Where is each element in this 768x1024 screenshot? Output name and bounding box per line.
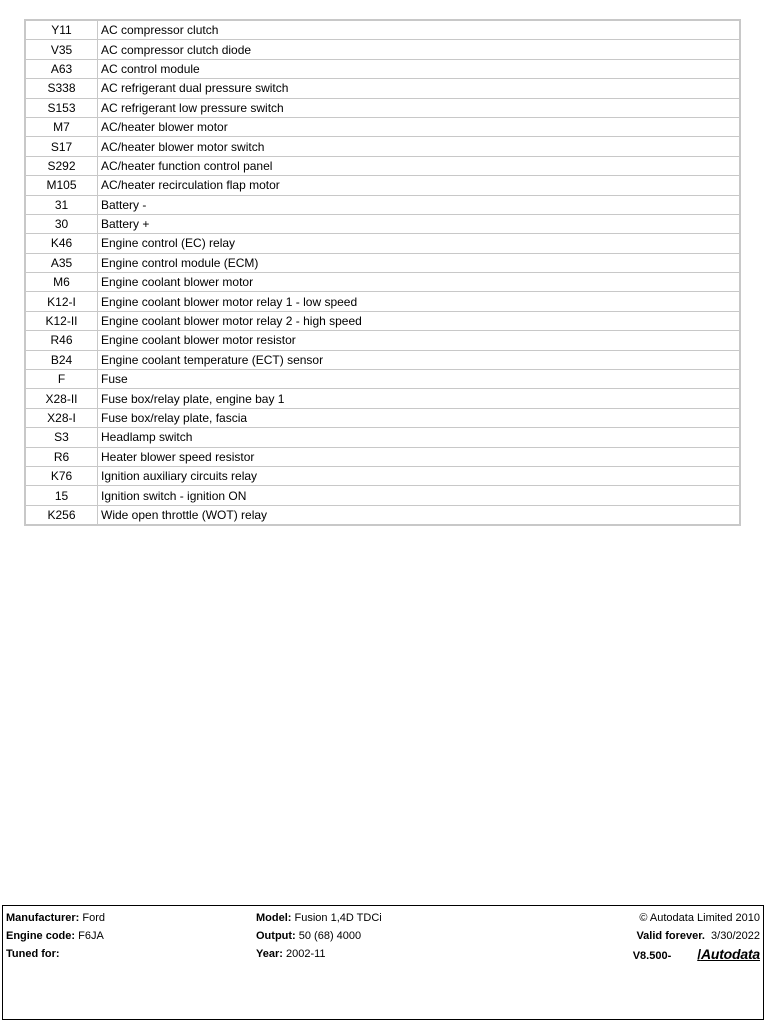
model-line [256, 909, 382, 927]
legend-row [25, 156, 740, 175]
logo-text: Autodata [700, 946, 760, 962]
component-code: A63 [25, 59, 98, 78]
component-description: Engine coolant blower motor resistor [98, 331, 741, 350]
component-code: V35 [25, 40, 98, 59]
legend-row [25, 331, 740, 350]
manufacturer-label: Manufacturer: [6, 912, 80, 924]
component-description: AC compressor clutch [98, 20, 741, 40]
legend-row [25, 273, 740, 292]
model-label: Model: [256, 912, 292, 924]
legend-row [25, 311, 740, 330]
component-description: AC/heater blower motor switch [98, 137, 741, 156]
component-code: M7 [25, 117, 98, 136]
component-description: AC compressor clutch diode [98, 40, 741, 59]
year-label: Year: [256, 948, 283, 960]
legend-row [25, 98, 740, 117]
legend-row [25, 370, 740, 389]
component-description: AC/heater blower motor [98, 117, 741, 136]
component-description: AC refrigerant low pressure switch [98, 98, 741, 117]
manufacturer-line [6, 909, 105, 927]
component-description: Ignition switch - ignition ON [98, 486, 741, 505]
component-code: K76 [25, 466, 98, 485]
component-legend-table [24, 19, 741, 526]
legend-row [25, 505, 740, 525]
component-code: S292 [25, 156, 98, 175]
component-code: S153 [25, 98, 98, 117]
legend-body [25, 20, 740, 525]
legend-row [25, 389, 740, 408]
legend-row [25, 195, 740, 214]
year-line [256, 945, 382, 963]
version-line [633, 945, 760, 965]
legend-row [25, 234, 740, 253]
component-description: Engine coolant temperature (ECT) sensor [98, 350, 741, 369]
component-code: A35 [25, 253, 98, 272]
component-code: M105 [25, 176, 98, 195]
engine-code-line [6, 927, 105, 945]
component-code: R6 [25, 447, 98, 466]
legend-row [25, 79, 740, 98]
component-description: Wide open throttle (WOT) relay [98, 505, 741, 525]
year-value: 2002-11 [282, 948, 326, 960]
legend-row [25, 59, 740, 78]
legend-row [25, 253, 740, 272]
copyright-text: © Autodata Limited 2010 [639, 912, 760, 924]
output-value: 50 (68) 4000 [295, 930, 362, 942]
manufacturer-value: Ford [79, 912, 106, 924]
model-value: Fusion 1,4D TDCi [291, 912, 382, 924]
component-description: Ignition auxiliary circuits relay [98, 466, 741, 485]
engine-code-label: Engine code: [6, 930, 76, 942]
component-code: 15 [25, 486, 98, 505]
valid-date: 3/30/2022 [704, 930, 760, 942]
component-code: Y11 [25, 20, 98, 40]
component-description: Engine coolant blower motor [98, 273, 741, 292]
tuned-for-label: Tuned for: [6, 948, 60, 960]
document-footer [2, 905, 764, 1020]
component-code: S3 [25, 428, 98, 447]
version-text: V8.500- [632, 950, 672, 962]
legend-row [25, 447, 740, 466]
component-code: 30 [25, 214, 98, 233]
component-description: Headlamp switch [98, 428, 741, 447]
output-label: Output: [256, 930, 296, 942]
legend-row [25, 137, 740, 156]
component-code: X28-I [25, 408, 98, 427]
component-code: 31 [25, 195, 98, 214]
component-description: Engine control (EC) relay [98, 234, 741, 253]
component-description: AC refrigerant dual pressure switch [98, 79, 741, 98]
legend-row [25, 408, 740, 427]
component-description: Fuse box/relay plate, fascia [98, 408, 741, 427]
component-code: M6 [25, 273, 98, 292]
legend-row [25, 428, 740, 447]
tuned-for-line [6, 945, 105, 963]
legend-row [25, 40, 740, 59]
output-line [256, 927, 382, 945]
legend-row [25, 292, 740, 311]
legend-row [25, 486, 740, 505]
component-code: K256 [25, 505, 98, 525]
component-description: Fuse box/relay plate, engine bay 1 [98, 389, 741, 408]
component-description: Battery + [98, 214, 741, 233]
engine-code-value: F6JA [75, 930, 104, 942]
component-code: K46 [25, 234, 98, 253]
component-code: S338 [25, 79, 98, 98]
component-description: Battery - [98, 195, 741, 214]
footer-vehicle-info [6, 909, 105, 963]
validity-line [633, 927, 760, 945]
component-code: B24 [25, 350, 98, 369]
component-description: Fuse [98, 370, 741, 389]
component-code: K12-I [25, 292, 98, 311]
autodata-logo [697, 945, 760, 963]
component-code: S17 [25, 137, 98, 156]
legend-row [25, 466, 740, 485]
legend-row [25, 176, 740, 195]
footer-publisher-info [633, 909, 760, 965]
component-code: R46 [25, 331, 98, 350]
component-description: Engine control module (ECM) [98, 253, 741, 272]
legend-row [25, 214, 740, 233]
legend-row [25, 20, 740, 40]
footer-model-info [256, 909, 382, 963]
valid-label: Valid forever. [636, 930, 705, 942]
component-description: Engine coolant blower motor relay 1 - low speed [98, 292, 741, 311]
component-description: Heater blower speed resistor [98, 447, 741, 466]
component-description: AC/heater recirculation flap motor [98, 176, 741, 195]
component-description: AC control module [98, 59, 741, 78]
component-code: K12-II [25, 311, 98, 330]
legend-row [25, 350, 740, 369]
logo-slash-icon: / [697, 946, 701, 962]
component-description: Engine coolant blower motor relay 2 - high speed [98, 311, 741, 330]
component-code: X28-II [25, 389, 98, 408]
component-code: F [25, 370, 98, 389]
legend-row [25, 117, 740, 136]
component-description: AC/heater function control panel [98, 156, 741, 175]
